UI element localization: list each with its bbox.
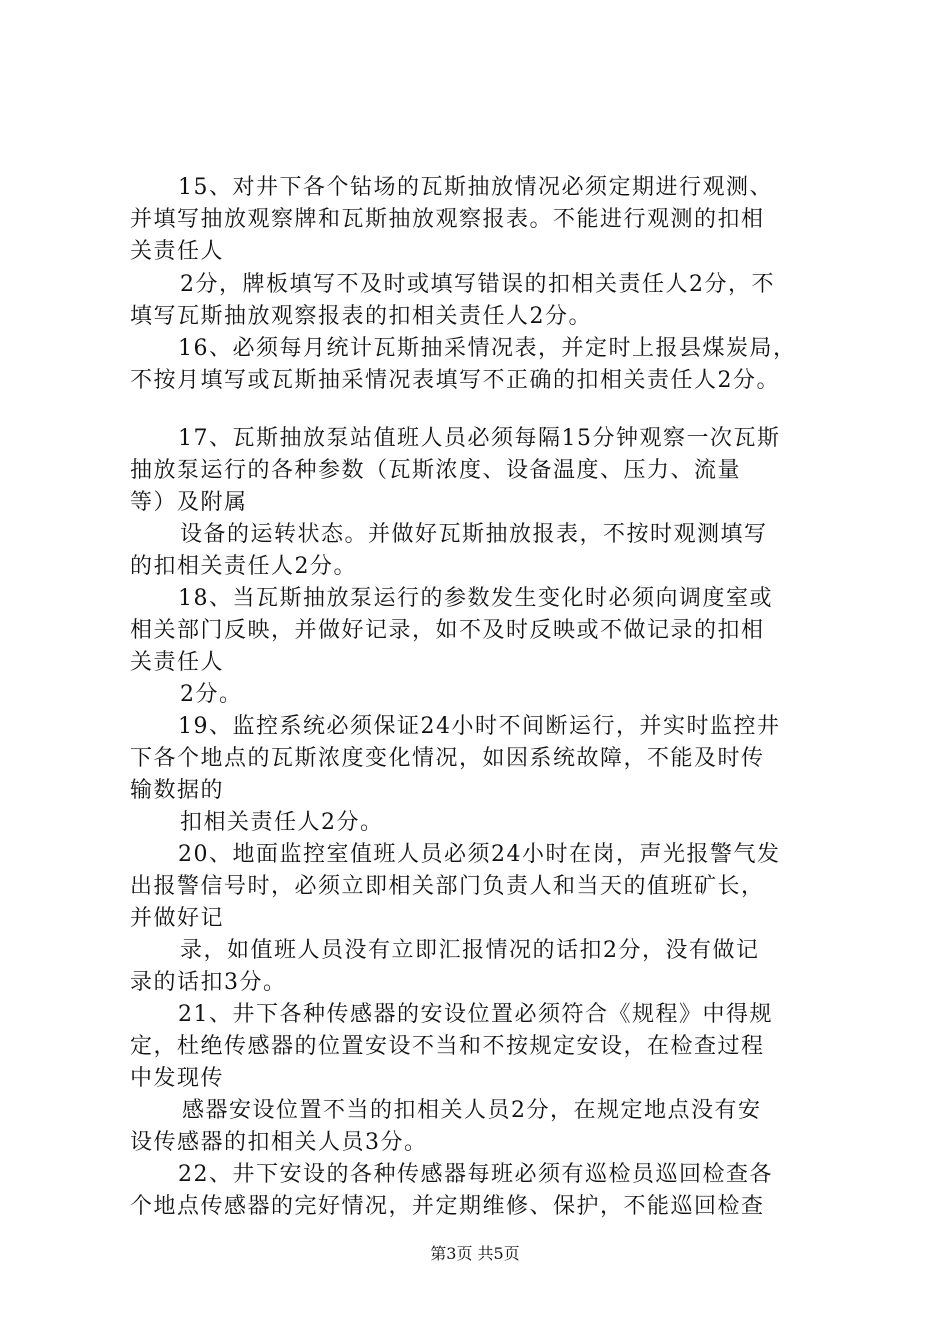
text-line: 17、瓦斯抽放泵站值班人员必须每隔15分钟观察一次瓦斯 — [178, 426, 781, 451]
text-line: 15、对井下各个钻场的瓦斯抽放情况必须定期进行观测、 — [178, 175, 773, 200]
text-line: 个地点传感器的完好情况，并定期维修、保护，不能巡回检查 — [130, 1194, 765, 1219]
text-line: 并做好记 — [130, 906, 225, 931]
text-line: 关责任人 — [130, 239, 225, 264]
text-line: 中发现传 — [130, 1066, 225, 1091]
text-line: 扣相关责任人2分。 — [180, 810, 384, 835]
text-line: 并填写抽放观察牌和瓦斯抽放观察报表。不能进行观测的扣相 — [130, 207, 765, 232]
text-line: 抽放泵运行的各种参数（瓦斯浓度、设备温度、压力、流量 — [130, 458, 742, 483]
text-line: 的扣相关责任人2分。 — [130, 554, 357, 579]
text-line: 关责任人 — [130, 650, 225, 675]
text-line: 设备的运转状态。并做好瓦斯抽放报表，不按时观测填写 — [180, 522, 768, 547]
text-line: 19、监控系统必须保证24小时不间断运行，并实时监控井 — [178, 714, 781, 739]
text-line: 等）及附属 — [130, 490, 248, 515]
text-line: 不按月填写或瓦斯抽采情况表填写不正确的扣相关责任人2分。 — [130, 368, 780, 393]
text-line: 20、地面监控室值班人员必须24小时在岗，声光报警气发 — [178, 842, 781, 867]
text-line: 录的话扣3分。 — [130, 970, 287, 995]
text-line: 下各个地点的瓦斯浓度变化情况，如因系统故障，不能及时传 — [130, 746, 765, 771]
text-line: 22、井下安设的各种传感器每班必须有巡检员巡回检查各 — [178, 1162, 773, 1187]
text-line: 出报警信号时，必须立即相关部门负责人和当天的值班矿长， — [130, 874, 765, 899]
text-line: 输数据的 — [130, 778, 225, 803]
text-line: 录，如值班人员没有立即汇报情况的话扣2分，没有做记 — [180, 938, 760, 963]
text-line: 21、井下各种传感器的安设位置必须符合《规程》中得规 — [178, 1002, 773, 1027]
text-line: 填写瓦斯抽放观察报表的扣相关责任人2分。 — [130, 304, 592, 329]
text-line: 18、当瓦斯抽放泵运行的参数发生变化时必须向调度室或 — [178, 586, 773, 611]
text-line: 16、必须每月统计瓦斯抽采情况表，并定时上报县煤炭局， — [178, 336, 797, 361]
text-line: 2分。 — [180, 682, 243, 707]
text-line: 2分，牌板填写不及时或填写错误的扣相关责任人2分，不 — [180, 272, 775, 297]
text-line: 感器安设位置不当的扣相关人员2分，在规定地点没有安 — [182, 1098, 762, 1123]
text-line: 相关部门反映，并做好记录，如不及时反映或不做记录的扣相 — [130, 618, 765, 643]
text-line: 设传感器的扣相关人员3分。 — [130, 1130, 428, 1155]
text-line: 定，杜绝传感器的位置安设不当和不按规定安设，在检查过程 — [130, 1034, 765, 1059]
page-footer: 第3页 共5页 — [430, 1244, 520, 1263]
